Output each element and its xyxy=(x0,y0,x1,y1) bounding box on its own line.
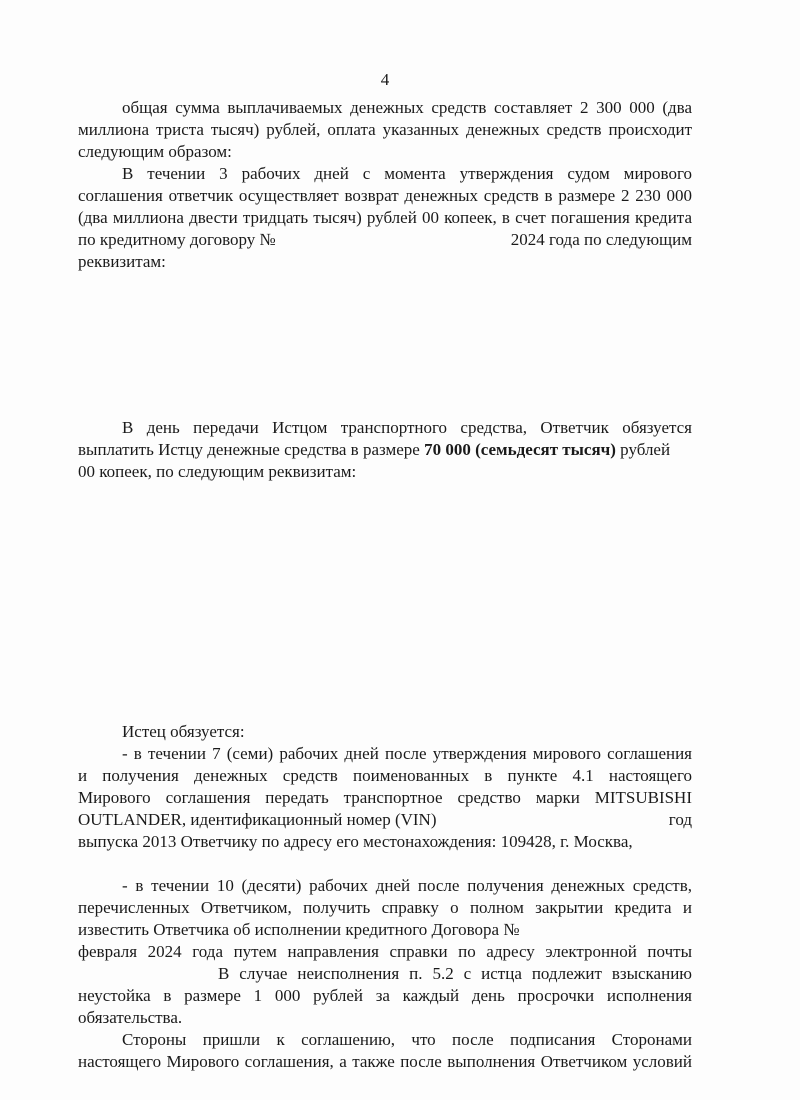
text-line: В день передачи Истцом транспортного средства, Ответчик обязуется xyxy=(122,418,692,437)
text-line: (два миллиона двести тридцать тысяч) рублей 00 копеек, в счет погашения кредита xyxy=(78,208,692,227)
text-line: выпуска 2013 Ответчику по адресу его местонахождения: 109428, г. Москва, xyxy=(78,832,633,851)
text-line: следующим образом: xyxy=(78,142,232,161)
text-fragment: по кредитному договору № xyxy=(78,230,276,249)
text-fragment: 2024 года по следующим xyxy=(510,230,692,249)
text-line: перечисленных Ответчиком, получить справку о полном закрытии кредита и xyxy=(78,898,692,917)
page-number: 4 xyxy=(380,70,390,89)
text-line: миллиона триста тысяч) рублей, оплата указанных денежных средств происходит xyxy=(78,120,692,139)
amount-text: 70 000 (семьдесят тысяч) xyxy=(424,440,616,459)
text-line: Мирового соглашения передать транспортное средство марки MITSUBISHI xyxy=(78,788,692,807)
text-line: В течении 3 рабочих дней с момента утверждения судом мирового xyxy=(122,164,692,183)
text-line xyxy=(78,810,692,830)
text-fragment: рублей xyxy=(620,440,671,459)
text-line: реквизитам: xyxy=(78,252,166,271)
text-line: - в течении 10 (десяти) рабочих дней после получения денежных средств, xyxy=(122,876,692,895)
text-line: - в течении 7 (семи) рабочих дней после утверждения мирового соглашения xyxy=(122,744,692,763)
text-fragment: год xyxy=(668,810,692,829)
text-fragment: OUTLANDER, идентификационный номер (VIN) xyxy=(78,810,437,829)
text-fragment: выплатить Истцу денежные средства в размере xyxy=(78,440,420,459)
text-line: Стороны пришли к соглашению, что после подписания Сторонами xyxy=(122,1030,692,1049)
text-line: февраля 2024 года путем направления справки по адресу электронной почты xyxy=(78,942,692,961)
text-line: обязательства. xyxy=(78,1008,183,1027)
text-line xyxy=(78,440,692,460)
text-line: и получения денежных средств поименованных в пункте 4.1 настоящего xyxy=(78,766,692,785)
text-line: В случае неисполнения п. 5.2 с истца подлежит взысканию xyxy=(218,964,692,983)
text-line: Истец обязуется: xyxy=(122,722,245,741)
text-line: известить Ответчика об исполнении кредитного Договора № xyxy=(78,920,520,939)
text-line xyxy=(78,230,692,250)
text-line: настоящего Мирового соглашения, а также после выполнения Ответчиком условий xyxy=(78,1052,692,1071)
text-line: неустойка в размере 1 000 рублей за каждый день просрочки исполнения xyxy=(78,986,692,1005)
text-line: общая сумма выплачиваемых денежных средств составляет 2 300 000 (два xyxy=(122,98,692,117)
text-line: 00 копеек, по следующим реквизитам: xyxy=(78,462,357,481)
text-line: соглашения ответчик осуществляет возврат денежных средств в размере 2 230 000 xyxy=(78,186,692,205)
